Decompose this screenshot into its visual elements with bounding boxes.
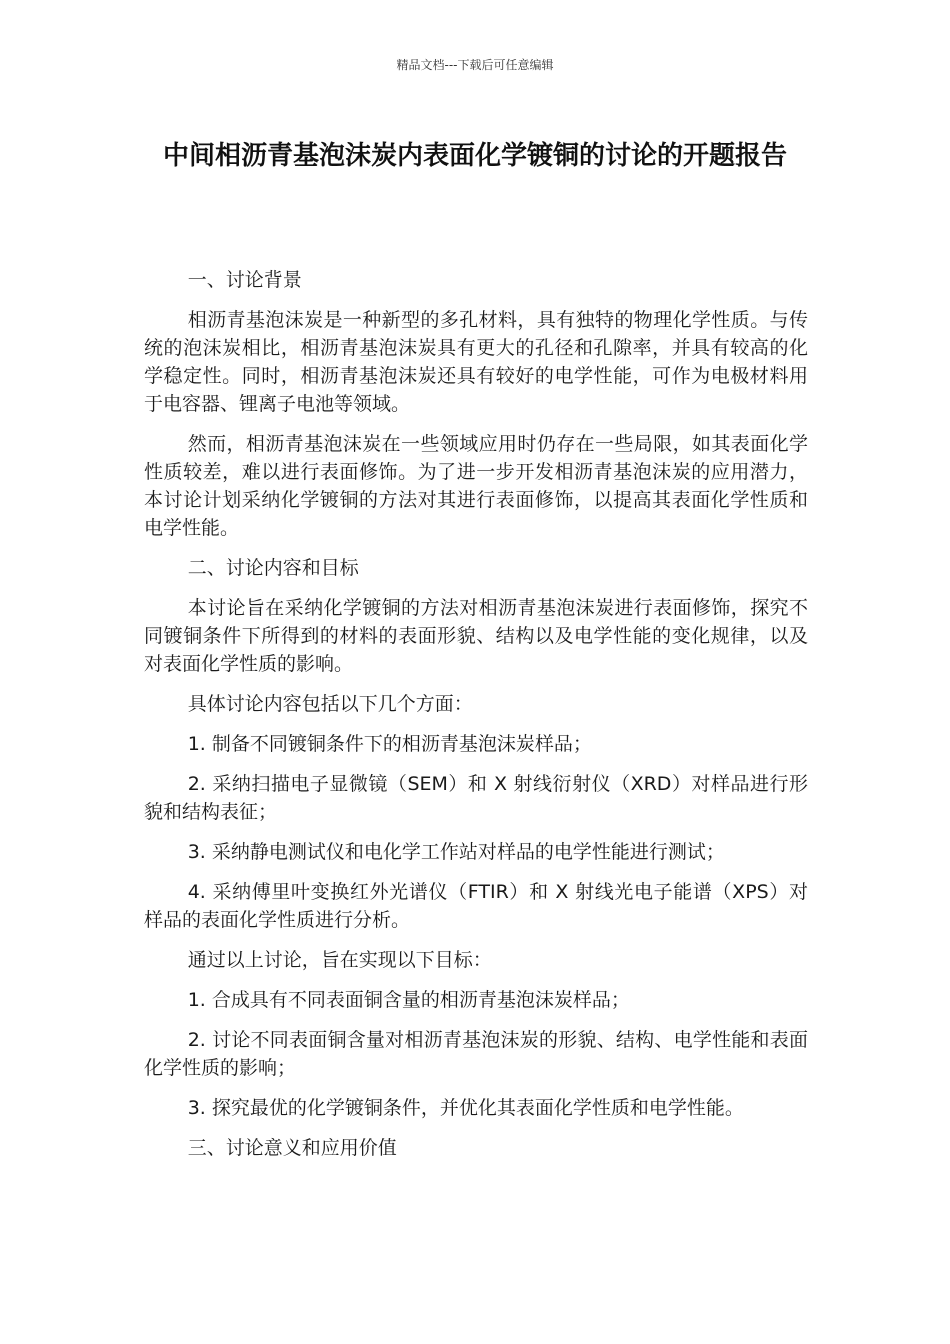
paragraph-goals-lead: 通过以上讨论，旨在实现以下目标： xyxy=(187,949,492,971)
paragraph-content-lead: 具体讨论内容包括以下几个方面： xyxy=(187,693,473,715)
list-item-content-1: 1. 制备不同镀铜条件下的相沥青基泡沫炭样品； xyxy=(187,733,592,755)
page-header: 精品文档---下载后可任意编辑 xyxy=(396,58,554,72)
section-heading-content-goals: 二、讨论内容和目标 xyxy=(187,557,359,579)
paragraph-limitations: 然而，相沥青基泡沫炭在一些领域应用时仍存在一些局限，如其表面化学性质较差，难以进行表面修饰。为了进一步开发相沥青基泡沫炭的应用潜力，本讨论计划采纳化学镀铜的方法对其进行表面修饰，以提高其表面化学性质和电学性能。 xyxy=(144,433,808,539)
paragraph-aim: 本讨论旨在采纳化学镀铜的方法对相沥青基泡沫炭进行表面修饰，探究不同镀铜条件下所得到的材料的表面形貌、结构以及电学性能的变化规律，以及对表面化学性质的影响。 xyxy=(144,597,808,675)
list-item-goal-2: 2. 讨论不同表面铜含量对相沥青基泡沫炭的形貌、结构、电学性能和表面化学性质的影响； xyxy=(144,1029,808,1079)
list-item-goal-3: 3. 探究最优的化学镀铜条件，并优化其表面化学性质和电学性能。 xyxy=(187,1097,744,1119)
paragraph-intro: 相沥青基泡沫炭是一种新型的多孔材料，具有独特的物理化学性质。与传统的泡沫炭相比，相沥青基泡沫炭具有更大的孔径和孔隙率，并具有较高的化学稳定性。同时，相沥青基泡沫炭还具有较好的电学性能，可作为电极材料用于电容器、锂离子电池等领域。 xyxy=(144,309,808,415)
section-heading-background: 一、讨论背景 xyxy=(187,269,302,291)
list-item-content-3: 3. 采纳静电测试仪和电化学工作站对样品的电学性能进行测试； xyxy=(187,841,725,863)
list-item-content-4: 4. 采纳傅里叶变换红外光谱仪（FTIR）和 X 射线光电子能谱（XPS）对样品的表面化学性质进行分析。 xyxy=(144,881,808,931)
list-item-content-2: 2. 采纳扫描电子显微镜（SEM）和 X 射线衍射仪（XRD）对样品进行形貌和结构表征； xyxy=(144,773,808,823)
document-title: 中间相沥青基泡沫炭内表面化学镀铜的讨论的开题报告 xyxy=(162,141,787,171)
document-body xyxy=(144,266,808,1174)
section-heading-significance: 三、讨论意义和应用价值 xyxy=(187,1137,397,1159)
list-item-goal-1: 1. 合成具有不同表面铜含量的相沥青基泡沫炭样品； xyxy=(187,989,630,1011)
